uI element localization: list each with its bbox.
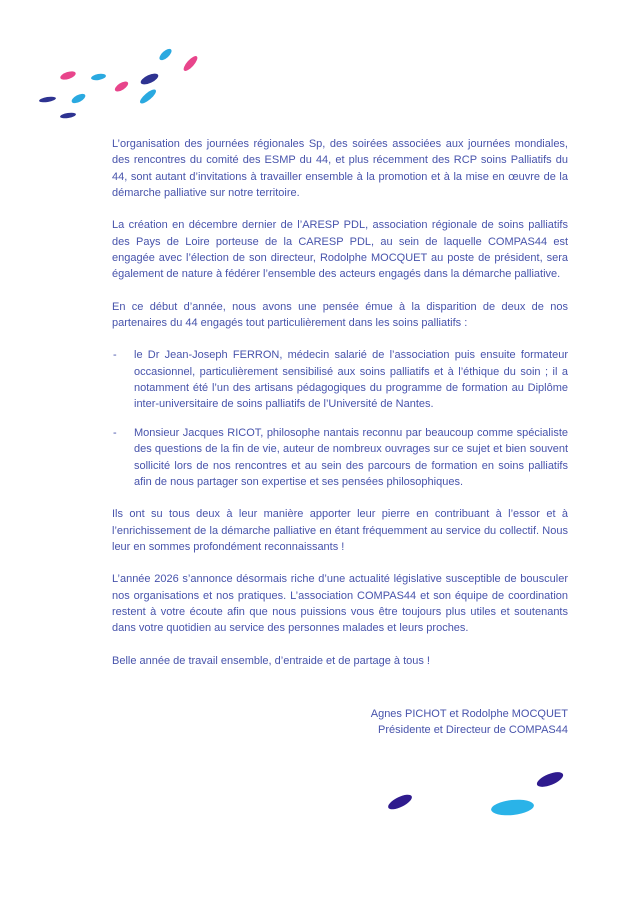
signature-role: Présidente et Directeur de COMPAS44: [378, 724, 568, 737]
confetti-dash: [60, 112, 77, 119]
list-item-text: Monsieur Jacques RICOT, philosophe nantais reconnu par beaucoup comme spécialiste des questions de la fin de vie, auteur de nombreux ouvrages sur ce sujet et bien souvent sollicité lors de nos rencontres et au sein des parcours de formation en soins palliatifs afin de nous partager son expertise et ses pensées philosophiques.: [134, 426, 568, 488]
confetti-dash: [386, 792, 414, 812]
tribute-list: [112, 347, 568, 490]
list-item: [112, 347, 568, 412]
paragraph: Belle année de travail ensemble, d’entraide et de partage à tous !: [112, 654, 430, 667]
confetti-dash: [113, 80, 129, 94]
list-item-text: le Dr Jean-Joseph FERRON, médecin salarié de l’association puis ensuite formateur occasionnel, particulièrement sensibilisé aux soins palliatifs et à l’éthique du soin ; il a notamment été l’un des artisans pédagogiques du programme de formation au Diplôme inter-universitaire de soins palliatifs de l’Université de Nantes.: [134, 349, 568, 411]
letter-body: [112, 136, 568, 739]
confetti-dash: [39, 96, 57, 104]
paragraph: La création en décembre dernier de l’ARESP PDL, association régionale de soins palliatifs des Pays de Loire porteuse de la CARESP PDL, au sein de laquelle COMPAS44 est engagée avec l’élection de son directeur, Rodolphe MOCQUET au poste de président, sera également de nature à fédérer l’ensemble des acteurs engagés dans la démarche palliative.: [112, 219, 568, 281]
confetti-dash: [490, 798, 534, 817]
paragraph: En ce début d’année, nous avons une pensée émue à la disparition de deux de nos partenaires du 44 engagés tout particulièrement dans les soins palliatifs :: [112, 300, 568, 330]
bullet-marker: -: [113, 426, 117, 439]
paragraph: Ils ont su tous deux à leur manière apporter leur pierre en contribuant à l’essor et à l’enrichissement de la démarche palliative en étant fréquemment au service du collectif. Nous leur en sommes profondément reconnaissants !: [112, 508, 568, 553]
signature-names: Agnes PICHOT et Rodolphe MOCQUET: [370, 707, 568, 720]
signature-block: [112, 706, 568, 739]
confetti-dash: [138, 87, 158, 105]
confetti-dash: [91, 73, 107, 82]
confetti-dash: [158, 47, 174, 62]
confetti-dash: [59, 70, 76, 82]
confetti-dash: [70, 92, 87, 105]
confetti-dash: [182, 54, 200, 73]
paragraph: L’année 2026 s’annonce désormais riche d’une actualité législative susceptible de bousculer nos organisations et nos pratiques. L’association COMPAS44 et son équipe de coordination restent à votre écoute afin que nous puissions vous être toujours plus utiles et soutenants dans votre quotidien au service des personnes malades et leurs proches.: [112, 573, 568, 635]
list-item: [112, 425, 568, 490]
confetti-dash: [535, 769, 565, 790]
bullet-marker: -: [113, 349, 117, 362]
paragraph: L’organisation des journées régionales Sp, des soirées associées aux journées mondiales, des rencontres du comité des ESMP du 44, et plus récemment des RCP soins Palliatifs du 44, sont autant d’invitations à travailler ensemble à la promotion et à la mise en œuvre de la démarche palliative sur notre territoire.: [112, 138, 568, 200]
confetti-dash: [139, 71, 160, 86]
